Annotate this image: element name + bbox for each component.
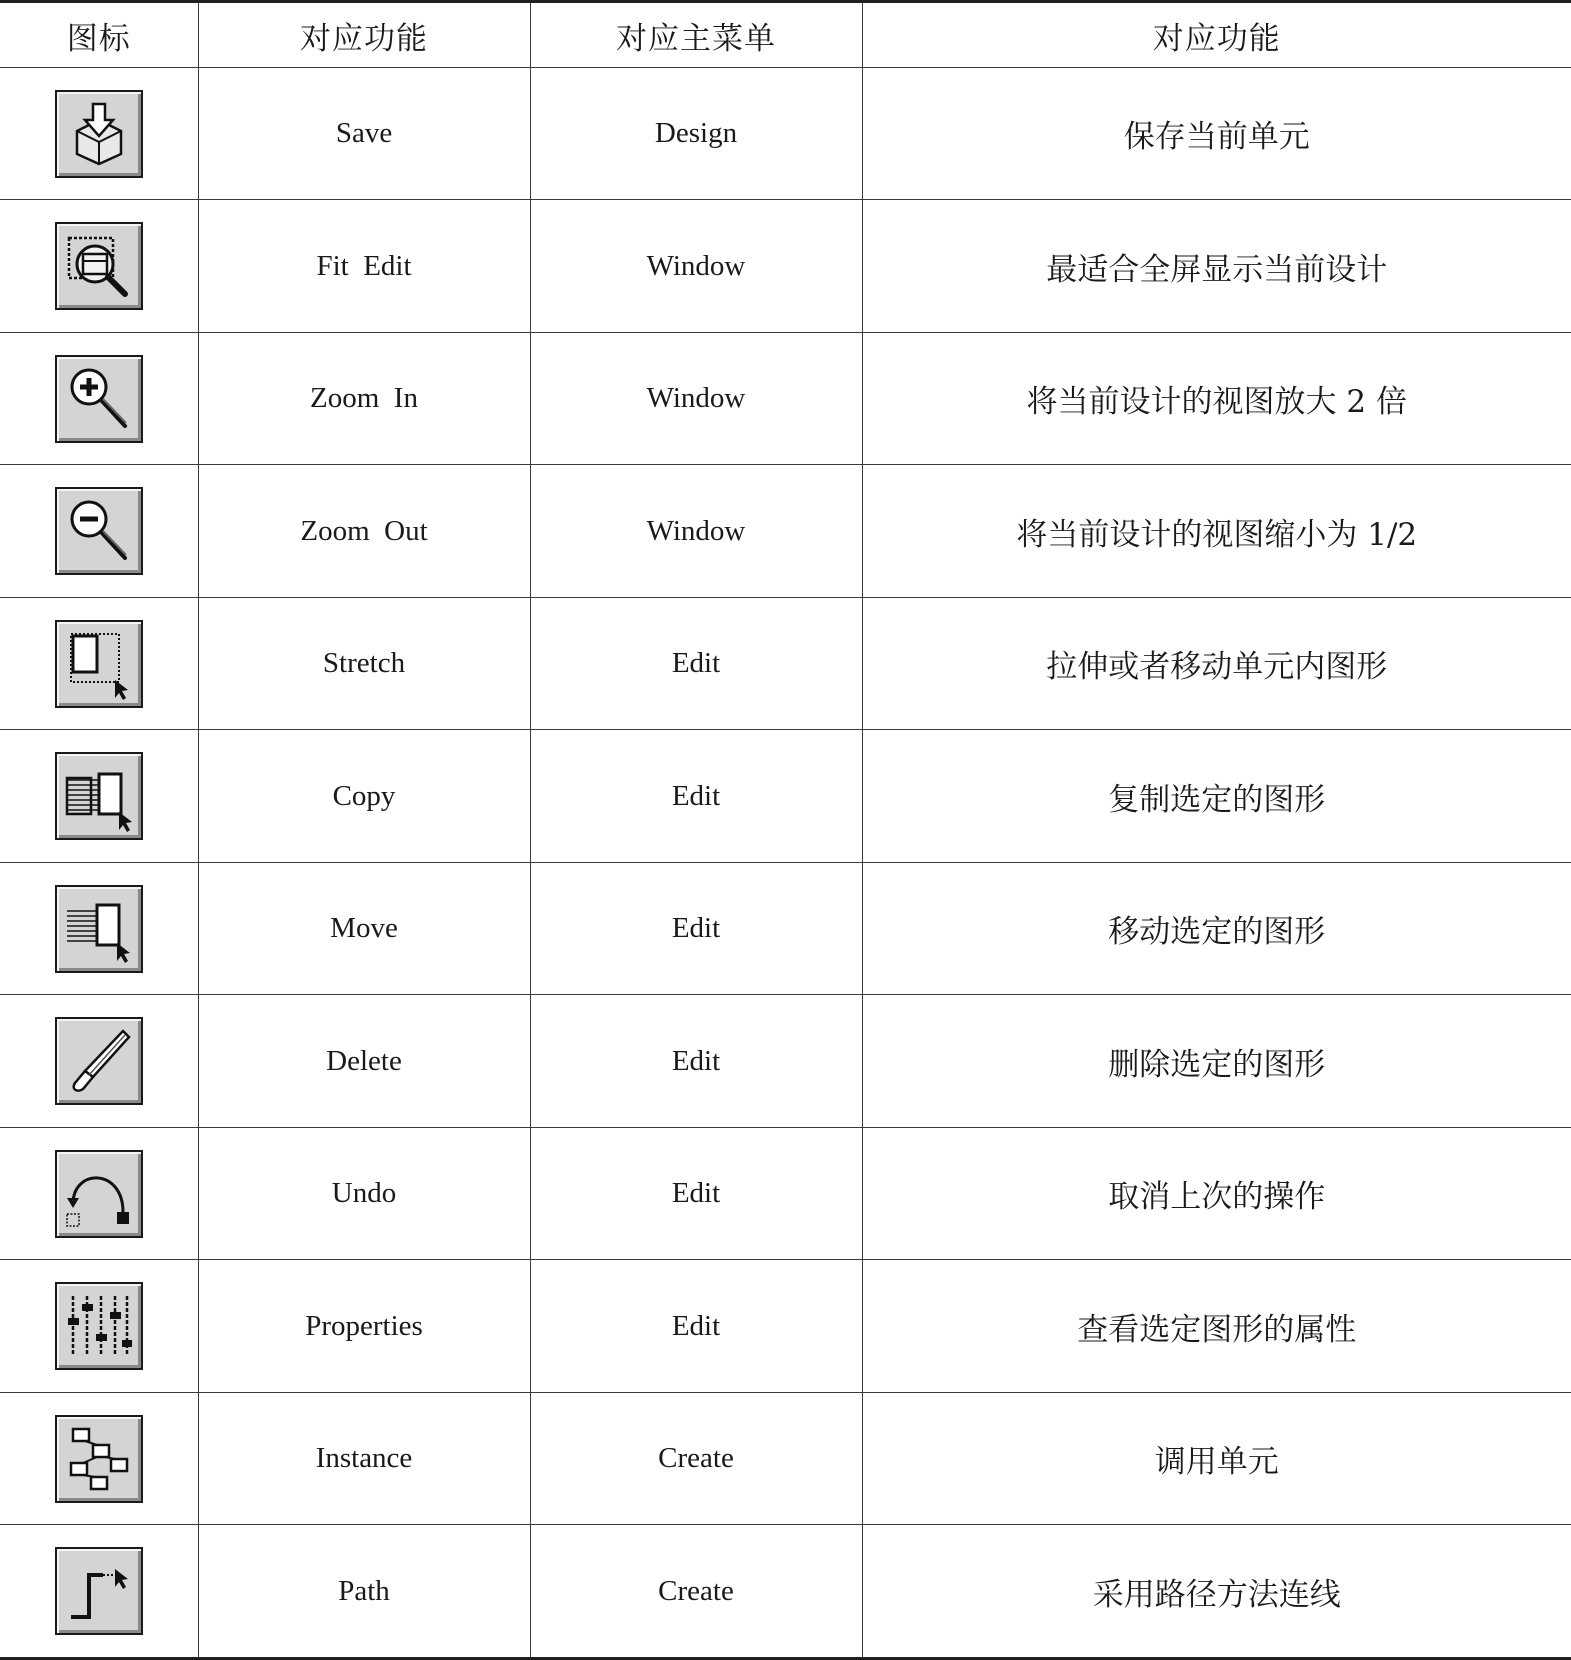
description-cell: 将当前设计的视图放大 2 倍 bbox=[862, 332, 1571, 464]
function-cell: Fit Edit bbox=[198, 200, 530, 332]
header-description: 对应功能 bbox=[862, 2, 1571, 68]
menu-cell: Edit bbox=[530, 1260, 862, 1392]
icon-cell bbox=[0, 1392, 198, 1524]
zoom-out-icon[interactable] bbox=[55, 487, 143, 575]
header-row bbox=[0, 2, 1571, 68]
path-icon[interactable] bbox=[55, 1547, 143, 1635]
menu-cell: Edit bbox=[530, 1127, 862, 1259]
description-cell: 删除选定的图形 bbox=[862, 995, 1571, 1127]
description-cell: 最适合全屏显示当前设计 bbox=[862, 200, 1571, 332]
function-cell: Zoom Out bbox=[198, 465, 530, 597]
fit-edit-icon[interactable] bbox=[55, 222, 143, 310]
table-row bbox=[0, 1392, 1571, 1524]
icon-cell bbox=[0, 730, 198, 862]
table-row bbox=[0, 597, 1571, 729]
icon-cell bbox=[0, 200, 198, 332]
function-cell: Delete bbox=[198, 995, 530, 1127]
description-cell: 调用单元 bbox=[862, 1392, 1571, 1524]
description-cell: 将当前设计的视图缩小为 1/2 bbox=[862, 465, 1571, 597]
function-cell: Copy bbox=[198, 730, 530, 862]
description-cell: 保存当前单元 bbox=[862, 68, 1571, 200]
function-cell: Path bbox=[198, 1525, 530, 1659]
description-cell: 复制选定的图形 bbox=[862, 730, 1571, 862]
function-cell: Undo bbox=[198, 1127, 530, 1259]
description-cell: 查看选定图形的属性 bbox=[862, 1260, 1571, 1392]
copy-icon[interactable] bbox=[55, 752, 143, 840]
menu-cell: Window bbox=[530, 465, 862, 597]
menu-cell: Edit bbox=[530, 730, 862, 862]
description-cell: 拉伸或者移动单元内图形 bbox=[862, 597, 1571, 729]
menu-cell: Edit bbox=[530, 862, 862, 994]
table-row bbox=[0, 862, 1571, 994]
table-row bbox=[0, 332, 1571, 464]
table-row bbox=[0, 1525, 1571, 1659]
zoom-in-icon[interactable] bbox=[55, 355, 143, 443]
menu-cell: Window bbox=[530, 332, 862, 464]
header-icon: 图标 bbox=[0, 2, 198, 68]
undo-icon[interactable] bbox=[55, 1150, 143, 1238]
icon-cell bbox=[0, 862, 198, 994]
instance-icon[interactable] bbox=[55, 1415, 143, 1503]
icon-cell bbox=[0, 1260, 198, 1392]
table-row bbox=[0, 1260, 1571, 1392]
properties-icon[interactable] bbox=[55, 1282, 143, 1370]
icon-cell bbox=[0, 597, 198, 729]
menu-cell: Window bbox=[530, 200, 862, 332]
menu-cell: Design bbox=[530, 68, 862, 200]
function-cell: Instance bbox=[198, 1392, 530, 1524]
icon-cell bbox=[0, 995, 198, 1127]
function-cell: Zoom In bbox=[198, 332, 530, 464]
table-row bbox=[0, 995, 1571, 1127]
save-icon[interactable] bbox=[55, 90, 143, 178]
delete-icon[interactable] bbox=[55, 1017, 143, 1105]
table-row bbox=[0, 1127, 1571, 1259]
icon-cell bbox=[0, 68, 198, 200]
function-cell: Stretch bbox=[198, 597, 530, 729]
icon-cell bbox=[0, 332, 198, 464]
description-cell: 取消上次的操作 bbox=[862, 1127, 1571, 1259]
icon-cell bbox=[0, 1525, 198, 1659]
menu-cell: Edit bbox=[530, 597, 862, 729]
function-cell: Save bbox=[198, 68, 530, 200]
menu-cell: Create bbox=[530, 1392, 862, 1524]
description-cell: 移动选定的图形 bbox=[862, 862, 1571, 994]
stretch-icon[interactable] bbox=[55, 620, 143, 708]
header-function: 对应功能 bbox=[198, 2, 530, 68]
table-row bbox=[0, 730, 1571, 862]
description-cell: 采用路径方法连线 bbox=[862, 1525, 1571, 1659]
icon-cell bbox=[0, 1127, 198, 1259]
move-icon[interactable] bbox=[55, 885, 143, 973]
function-cell: Move bbox=[198, 862, 530, 994]
table-row bbox=[0, 200, 1571, 332]
function-cell: Properties bbox=[198, 1260, 530, 1392]
table-row bbox=[0, 68, 1571, 200]
menu-cell: Create bbox=[530, 1525, 862, 1659]
icon-cell bbox=[0, 465, 198, 597]
header-menu: 对应主菜单 bbox=[530, 2, 862, 68]
table-row bbox=[0, 465, 1571, 597]
menu-cell: Edit bbox=[530, 995, 862, 1127]
